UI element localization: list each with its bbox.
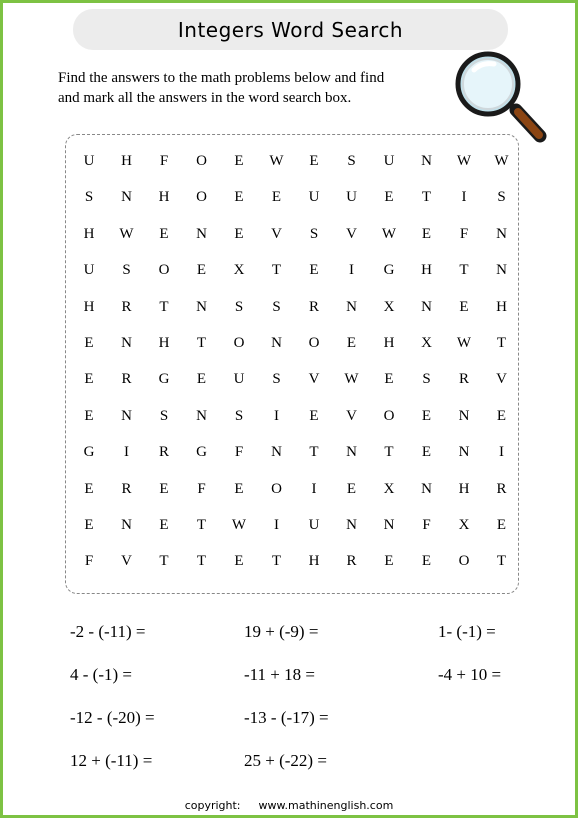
math-problem: -2 - (-11) = xyxy=(70,622,146,641)
grid-letter[interactable]: O xyxy=(196,153,207,169)
grid-letter[interactable]: H xyxy=(83,298,95,315)
grid-letter[interactable]: T xyxy=(271,262,282,279)
grid-letter[interactable]: T xyxy=(159,553,169,570)
grid-letter[interactable]: N xyxy=(458,444,470,461)
website-url[interactable]: www.mathinenglish.com xyxy=(258,799,394,812)
grid-letter[interactable]: E xyxy=(346,480,357,497)
grid-letter[interactable]: F xyxy=(84,553,94,570)
math-problem: 1- (-1) = xyxy=(438,622,496,641)
grid-letter[interactable]: N xyxy=(421,153,432,169)
grid-letter[interactable]: R xyxy=(121,371,132,388)
grid-letter[interactable]: O xyxy=(458,553,470,570)
grid-letter[interactable]: E xyxy=(84,407,94,424)
grid-letter[interactable]: E xyxy=(159,225,169,242)
grid-letter[interactable]: U xyxy=(233,371,245,388)
grid-letter[interactable]: O xyxy=(383,407,395,424)
grid-letter[interactable]: W xyxy=(119,225,134,242)
grid-letter[interactable]: E xyxy=(459,298,469,315)
grid-letter[interactable]: F xyxy=(422,517,431,533)
grid-letter[interactable]: V xyxy=(496,371,507,388)
grid-letter[interactable]: E xyxy=(309,262,319,279)
grid-letter[interactable]: S xyxy=(84,189,94,206)
grid-letter[interactable]: H xyxy=(421,262,432,279)
grid-letter[interactable]: X xyxy=(383,298,395,315)
grid-letter[interactable]: E xyxy=(196,371,207,388)
grid-letter[interactable]: H xyxy=(458,480,470,497)
math-problem: 12 + (-11) = xyxy=(70,751,153,770)
grid-letter[interactable]: E xyxy=(309,153,319,169)
grid-letter[interactable]: I xyxy=(274,517,279,533)
grid-letter[interactable]: S xyxy=(497,189,506,206)
grid-letter[interactable]: H xyxy=(308,553,320,570)
grid-letter[interactable]: F xyxy=(159,153,169,169)
grid-letter[interactable]: E xyxy=(234,189,244,206)
grid-letter[interactable]: V xyxy=(271,225,282,242)
grid-letter[interactable]: O xyxy=(196,189,207,206)
math-problem: -11 + 18 = xyxy=(244,665,315,684)
grid-letter[interactable]: U xyxy=(308,189,320,206)
grid-letter[interactable]: G xyxy=(83,444,95,461)
grid-letter[interactable]: N xyxy=(121,517,132,533)
grid-letter[interactable]: V xyxy=(308,371,320,388)
grid-letter[interactable]: N xyxy=(496,262,507,279)
math-problem: 19 + (-9) = xyxy=(244,622,319,641)
grid-letter[interactable]: H xyxy=(383,335,395,351)
grid-letter[interactable]: S xyxy=(159,407,169,424)
grid-letter[interactable]: E xyxy=(496,517,507,533)
grid-letter[interactable]: N xyxy=(121,189,132,206)
grid-letter[interactable]: H xyxy=(121,153,132,169)
grid-letter[interactable]: E xyxy=(84,371,94,388)
grid-letter[interactable]: G xyxy=(196,444,207,461)
grid-letter[interactable]: R xyxy=(121,298,132,315)
grid-letter[interactable]: I xyxy=(311,480,317,497)
math-problem: -12 - (-20) = xyxy=(70,708,155,727)
footer xyxy=(3,799,575,812)
math-problem: -4 + 10 = xyxy=(438,665,502,684)
grid-letter[interactable]: G xyxy=(158,371,170,388)
grid-letter[interactable]: E xyxy=(159,517,169,533)
grid-letter[interactable]: T xyxy=(309,444,319,461)
grid-letter[interactable]: N xyxy=(458,407,470,424)
grid-letter[interactable]: S xyxy=(122,262,131,279)
grid-letter[interactable]: R xyxy=(458,371,469,388)
grid-letter[interactable]: E xyxy=(84,335,94,351)
grid-letter[interactable]: E xyxy=(84,517,94,533)
grid-letter[interactable]: N xyxy=(346,517,357,533)
word-search-grid xyxy=(65,134,519,594)
grid-letter[interactable]: T xyxy=(196,335,207,351)
grid-letter[interactable]: N xyxy=(121,335,132,351)
grid-letter[interactable]: R xyxy=(496,480,507,497)
grid-letter[interactable]: N xyxy=(196,225,207,242)
grid-letter[interactable]: T xyxy=(159,298,169,315)
grid-letter[interactable]: F xyxy=(197,480,206,497)
page-title: Integers Word Search xyxy=(177,17,404,42)
grid-letter[interactable]: E xyxy=(384,371,394,388)
grid-letter[interactable]: I xyxy=(274,407,279,424)
grid-letter[interactable]: N xyxy=(496,225,507,242)
grid-letter[interactable]: X xyxy=(458,517,470,533)
grid-letter[interactable]: W xyxy=(344,371,359,388)
grid-letter[interactable]: I xyxy=(499,444,504,461)
grid-letter[interactable]: T xyxy=(459,262,469,279)
grid-letter[interactable]: N xyxy=(346,298,357,315)
grid-letter[interactable]: X xyxy=(421,335,432,351)
grid-letter[interactable]: U xyxy=(308,517,320,533)
grid-letter[interactable]: E xyxy=(234,153,244,169)
math-problem: 25 + (-22) = xyxy=(244,751,327,770)
grid-letter[interactable]: E xyxy=(421,407,432,424)
grid-letter[interactable]: S xyxy=(272,298,281,315)
instructions-line-2: and mark all the answers in the word search box. xyxy=(58,90,352,106)
grid-letter[interactable]: E xyxy=(421,553,432,570)
grid-letter[interactable]: T xyxy=(496,335,507,351)
grid-letter[interactable]: E xyxy=(421,225,432,242)
grid-letter[interactable]: S xyxy=(234,298,244,315)
grid-letter[interactable]: S xyxy=(272,371,281,388)
grid-letter[interactable]: E xyxy=(196,262,207,279)
grid-letter[interactable]: N xyxy=(196,298,207,315)
grid-letter[interactable]: T xyxy=(196,553,207,570)
grid-letter[interactable]: U xyxy=(346,189,357,206)
grid-letter[interactable]: N xyxy=(271,444,282,461)
grid-letter[interactable]: H xyxy=(158,189,170,206)
instructions xyxy=(58,68,438,108)
grid-letter[interactable]: U xyxy=(83,153,95,169)
instructions-line-1: Find the answers to the math problems below and find xyxy=(58,70,385,86)
grid-letter[interactable]: E xyxy=(496,407,507,424)
grid-letter[interactable]: E xyxy=(384,553,394,570)
grid-letter[interactable]: E xyxy=(234,480,244,497)
grid-letter[interactable]: N xyxy=(196,407,207,424)
grid-letter[interactable]: X xyxy=(383,480,395,497)
grid-letter[interactable]: U xyxy=(83,262,95,279)
grid-letter[interactable]: G xyxy=(383,262,395,279)
math-problem: -13 - (-17) = xyxy=(244,708,329,727)
grid-letter[interactable]: R xyxy=(158,444,169,461)
grid-letter[interactable]: N xyxy=(121,407,132,424)
grid-letter[interactable]: R xyxy=(308,298,319,315)
magnifying-glass-icon xyxy=(450,48,550,148)
grid-letter[interactable]: E xyxy=(234,225,244,242)
grid-letter[interactable]: N xyxy=(421,298,432,315)
grid-letter[interactable]: F xyxy=(459,225,469,242)
grid-letter[interactable]: S xyxy=(347,153,356,169)
grid-letter[interactable]: E xyxy=(271,189,282,206)
grid-letter[interactable]: E xyxy=(346,335,357,351)
grid-letter[interactable]: O xyxy=(158,262,170,279)
grid-letter[interactable]: S xyxy=(309,225,319,242)
grid-letter[interactable]: N xyxy=(421,480,432,497)
grid-letter[interactable]: W xyxy=(231,517,247,533)
grid-letter[interactable]: I xyxy=(349,262,354,279)
grid-letter[interactable]: N xyxy=(271,335,282,351)
grid-letter[interactable]: O xyxy=(271,480,282,497)
title-bar xyxy=(73,9,508,50)
grid-letter[interactable]: E xyxy=(421,444,432,461)
grid-letter[interactable]: E xyxy=(234,553,244,570)
grid-letter[interactable]: W xyxy=(269,153,284,169)
grid-letter[interactable]: O xyxy=(233,335,245,351)
grid-letter[interactable]: I xyxy=(124,444,129,461)
grid-letter[interactable]: N xyxy=(383,517,395,533)
grid-letter[interactable]: T xyxy=(421,189,432,206)
grid-letter[interactable]: E xyxy=(159,480,169,497)
grid-letter[interactable]: U xyxy=(383,153,395,169)
grid-letter[interactable]: T xyxy=(384,444,394,461)
grid-letter[interactable]: E xyxy=(384,189,394,206)
grid-letter[interactable]: E xyxy=(309,407,319,424)
copyright-label: copyright: xyxy=(184,799,241,812)
grid-letter[interactable]: R xyxy=(121,480,132,497)
grid-letter[interactable]: E xyxy=(84,480,94,497)
grid-letter[interactable]: R xyxy=(346,553,357,570)
grid-letter[interactable]: W xyxy=(381,225,397,242)
grid-letter[interactable]: W xyxy=(456,335,472,351)
grid-letter[interactable]: O xyxy=(308,335,320,351)
grid-letter[interactable]: S xyxy=(422,371,431,388)
grid-letter[interactable]: V xyxy=(346,225,357,242)
grid-letter[interactable]: H xyxy=(83,225,95,242)
grid-letter[interactable]: V xyxy=(121,553,132,570)
grid-letter[interactable]: T xyxy=(496,553,507,570)
grid-letter[interactable]: H xyxy=(158,335,170,351)
grid-letter[interactable]: N xyxy=(346,444,357,461)
grid-letter[interactable]: T xyxy=(196,517,207,533)
grid-letter[interactable]: X xyxy=(233,262,245,279)
grid-letter[interactable]: W xyxy=(494,153,509,169)
grid-letter[interactable]: I xyxy=(461,189,467,206)
grid-letter[interactable]: V xyxy=(346,407,357,424)
grid-letter[interactable]: F xyxy=(234,444,244,461)
math-problem: 4 - (-1) = xyxy=(70,665,132,684)
grid-letter[interactable]: T xyxy=(271,553,282,570)
grid-letter[interactable]: S xyxy=(234,407,244,424)
grid-letter[interactable]: H xyxy=(496,298,507,315)
grid-letter[interactable]: W xyxy=(456,153,472,169)
